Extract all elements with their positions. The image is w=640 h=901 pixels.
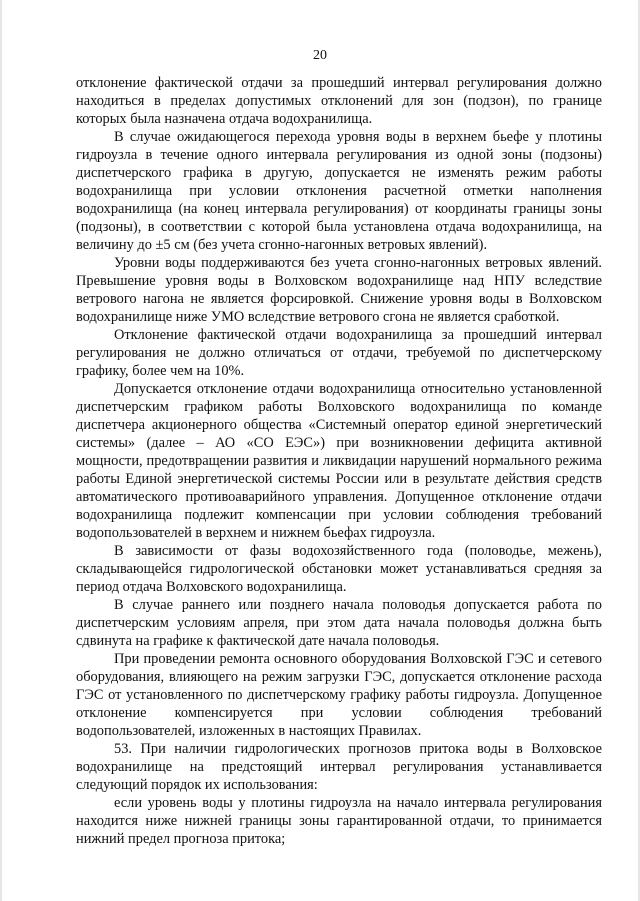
paragraph-flood-onset: В случае раннего или позднего начала половодья допускается работа по диспетчерским условиям апреля, при этом дата начала половодья должна быть сдвинута на графике к фактической дате начала половодья. <box>76 597 602 649</box>
paragraph-repair-works: При проведении ремонта основного оборудования Волховской ГЭС и сетевого оборудования, влияющего на режим загрузки ГЭС, допускается отклонение расхода ГЭС от установленного по диспетчерскому графику работы гидроузла. Допущенное отклонение компенсируется при условии соблюдения требований водопользователей, изложенных в настоящих Правилах. <box>76 651 602 739</box>
paragraph-dispatcher-command: Допускается отклонение отдачи водохранилища относительно установленной диспетчерским графиком работы Волховского водохранилища по команде диспетчера акционерного общества «Системный оператор единой энергетический системы» (далее – АО «СО ЕЭС») при возникновении дефицита активной мощности, предотвращении развития и ликвидации нарушений нормального режима работы Единой энергетической системы России или в результате действия средств автоматического противоаварийного управления. Допущенное отклонение отдачи водохранилища подлежит компенсации при условии соблюдения требований водопользователей в верхнем и нижнем бьефах гидроузла. <box>76 381 602 541</box>
body-text <box>76 74 602 848</box>
page-number: 20 <box>313 48 327 63</box>
paragraph-continuation: отклонение фактической отдачи за прошедший интервал регулирования должно находиться в пределах допустимых отклонений для зон (подзон), по границе которых была назначена отдача водохранилища. <box>76 75 602 127</box>
paragraph-item-53: 53. При наличии гидрологических прогнозов притока воды в Волховское водохранилище на предстоящий интервал регулирования устанавливается следующий порядок их использования: <box>76 741 602 793</box>
scan-edge-left <box>0 0 2 901</box>
paragraph-wind-surge: Уровни воды поддерживаются без учета сгонно-нагонных ветровых явлений. Превышение уровня воды в Волховском водохранилище над НПУ вследствие ветрового нагона не является форсировкой. Снижение уровня воды в Волховском водохранилище ниже УМО вследствие ветрового сгона не является сработкой. <box>76 255 602 325</box>
paragraph-discharge-deviation: Отклонение фактической отдачи водохранилища за прошедший интервал регулирования не должно отличаться от отдачи, требуемой по диспетчерскому графику, более чем на 10%. <box>76 327 602 379</box>
paragraph-level-transition: В случае ожидающегося перехода уровня воды в верхнем бьефе у плотины гидроузла в течение одного интервала регулирования из одной зоны (подзоны) диспетчерского графика в другую, допускается не изменять режим работы водохранилища при условии отклонения расчетной отметки наполнения водохранилища (на конец интервала регулирования) от координаты границы зоны (подзоны), в соответствии с которой была установлена отдача водохранилища, на величину до ±5 см (без учета сгонно-нагонных ветровых явлений). <box>76 129 602 253</box>
paragraph-lower-forecast: если уровень воды у плотины гидроузла на начало интервала регулирования находится ниже нижней границы зоны гарантированной отдачи, то принимается нижний предел прогноза притока; <box>76 795 602 847</box>
paragraph-water-year-phase: В зависимости от фазы водохозяйственного года (половодье, межень), складывающейся гидрологической обстановки может устанавливаться средняя за период отдача Волховского водохранилища. <box>76 543 602 595</box>
